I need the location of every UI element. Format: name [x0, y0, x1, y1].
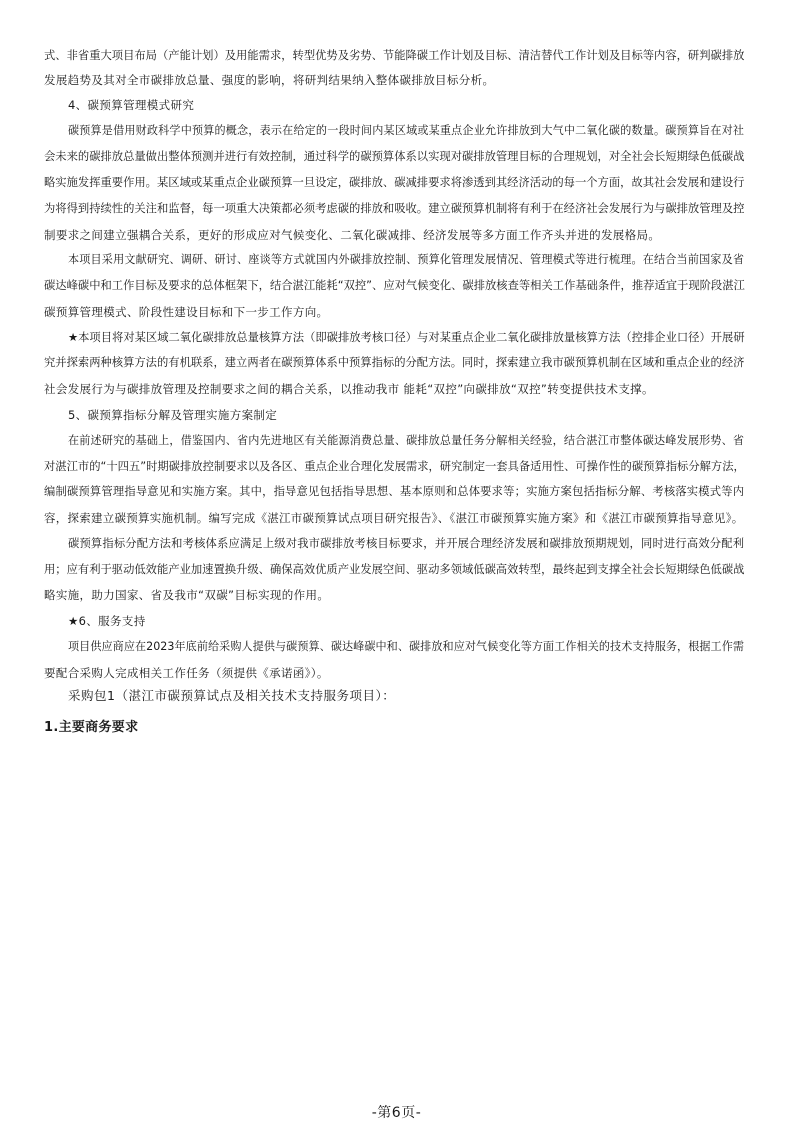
text-line: 要配合采购人完成相关工作任务（须提供《承诺函》）。: [44, 666, 329, 680]
text-line: 对湛江市的“十四五”时期碳排放控制要求以及各区、重点企业合理化发展需求，研究制定一套具备适用性、可操作性的碳预算指标分解方法，: [44, 460, 745, 473]
text-line: 碳预算是借用财政科学中预算的概念，表示在给定的一段时间内某区域或某重点企业允许排放到大气中二氧化碳的数量。碳预算旨在对社: [68, 124, 744, 137]
text-line: 略实施，助力国家、省及我市“双碳”目标实现的作用。: [44, 588, 330, 602]
section-heading-6: ★6、服务支持: [68, 614, 146, 628]
procurement-package-line: 采购包1（湛江市碳预算试点及相关技术支持服务项目）：: [68, 688, 396, 703]
text-line: 本项目采用文献研究、调研、研讨、座谈等方式就国内外碳排放控制、预算化管理发展情况、管理模式等进行梳理。在结合当前国家及省: [68, 253, 744, 266]
text-line: 发展趋势及其对全市碳排放总量、强度的影响，将研判结果纳入整体碳排放目标分析。: [44, 73, 495, 87]
text-line: 碳预算管理模式、阶段性建设目标和下一步工作方向。: [44, 305, 329, 319]
text-line: 会未来的碳排放总量做出整体预测并进行有效控制，通过科学的碳预算体系以实现对碳排放管理目标的合理规划，对全社会长短期绿色低碳战: [44, 150, 745, 163]
section-heading-4: 4、碳预算管理模式研究: [68, 98, 195, 112]
text-line: 项目供应商应在2023年底前给采购人提供与碳预算、碳达峰碳中和、碳排放和应对气候变化等方面工作相关的技术支持服务，根据工作需: [68, 640, 744, 653]
text-line: 编制碳预算管理指导意见和实施方案。其中，指导意见包括指导思想、基本原则和总体要求等；实施方案包括指标分解、考核落实模式等内: [44, 485, 744, 498]
text-line: ★本项目将对某区域二氧化碳排放总量核算方法（即碳排放考核口径）与对某重点企业二氧化碳排放量核算方法（控排企业口径）开展研: [68, 331, 745, 344]
text-line: 容，探索建立碳预算实施机制。编写完成《湛江市碳预算试点项目研究报告》、《湛江市碳预算实施方案》和《湛江市碳预算指导意见》。: [44, 511, 744, 525]
text-line: 碳预算指标分配方法和考核体系应满足上级对我市碳排放考核目标要求，并开展合理经济发展和碳排放预期规划，同时进行高效分配利: [68, 537, 744, 550]
text-line: 制要求之间建立强耦合关系，更好的形成应对气候变化、二氧化碳减排、经济发展等多方面工作齐头并进的发展格局。: [44, 228, 661, 242]
page-number: -第6页-: [371, 1105, 422, 1121]
text-line: 用；应有利于驱动低效能产业加速置换升级、确保高效优质产业发展空间、驱动多领域低碳高效转型，最终起到支撑全社会长短期绿色低碳战: [44, 563, 745, 576]
section-heading-5: 5、碳预算指标分解及管理实施方案制定: [68, 408, 278, 422]
text-line: 为将得到持续性的关注和监督，每一项重大决策都必须考虑碳的排放和吸收。建立碳预算机制将有利于在经济社会发展行为与碳排放管理及控: [44, 202, 745, 215]
business-requirements-heading: 1.主要商务要求: [44, 720, 139, 735]
text-line: 社会发展行为与碳排放管理及控制要求之间的耦合关系，以推动我市 能耗“双控”向碳排放“双控”转变提供技术支撑。: [44, 382, 654, 396]
text-line: 在前述研究的基础上，借鉴国内、省内先进地区有关能源消费总量、碳排放总量任务分解相关经验，结合湛江市整体碳达峰发展形势、省: [68, 434, 744, 447]
text-line: 碳达峰碳中和工作目标及要求的总体框架下，结合湛江能耗“双控”、应对气候变化、碳排放核查等相关工作基础条件，推荐适宜于现阶段湛江: [44, 279, 745, 292]
text-line: 式、非省重大项目布局（产能计划）及用能需求，转型优势及劣势、节能降碳工作计划及目标、清洁替代工作计划及目标等内容，研判碳排放: [44, 49, 745, 62]
text-line: 略实施发挥重要作用。某区域或某重点企业碳预算一旦设定，碳排放、碳减排要求将渗透到其经济活动的每一个方面，故其社会发展和建设行: [44, 176, 745, 189]
text-line: 究并探索两种核算方法的有机联系，建立两者在碳预算体系中预算指标的分配方法。同时，探索建立我市碳预算机制在区域和重点企业的经济: [44, 356, 745, 369]
